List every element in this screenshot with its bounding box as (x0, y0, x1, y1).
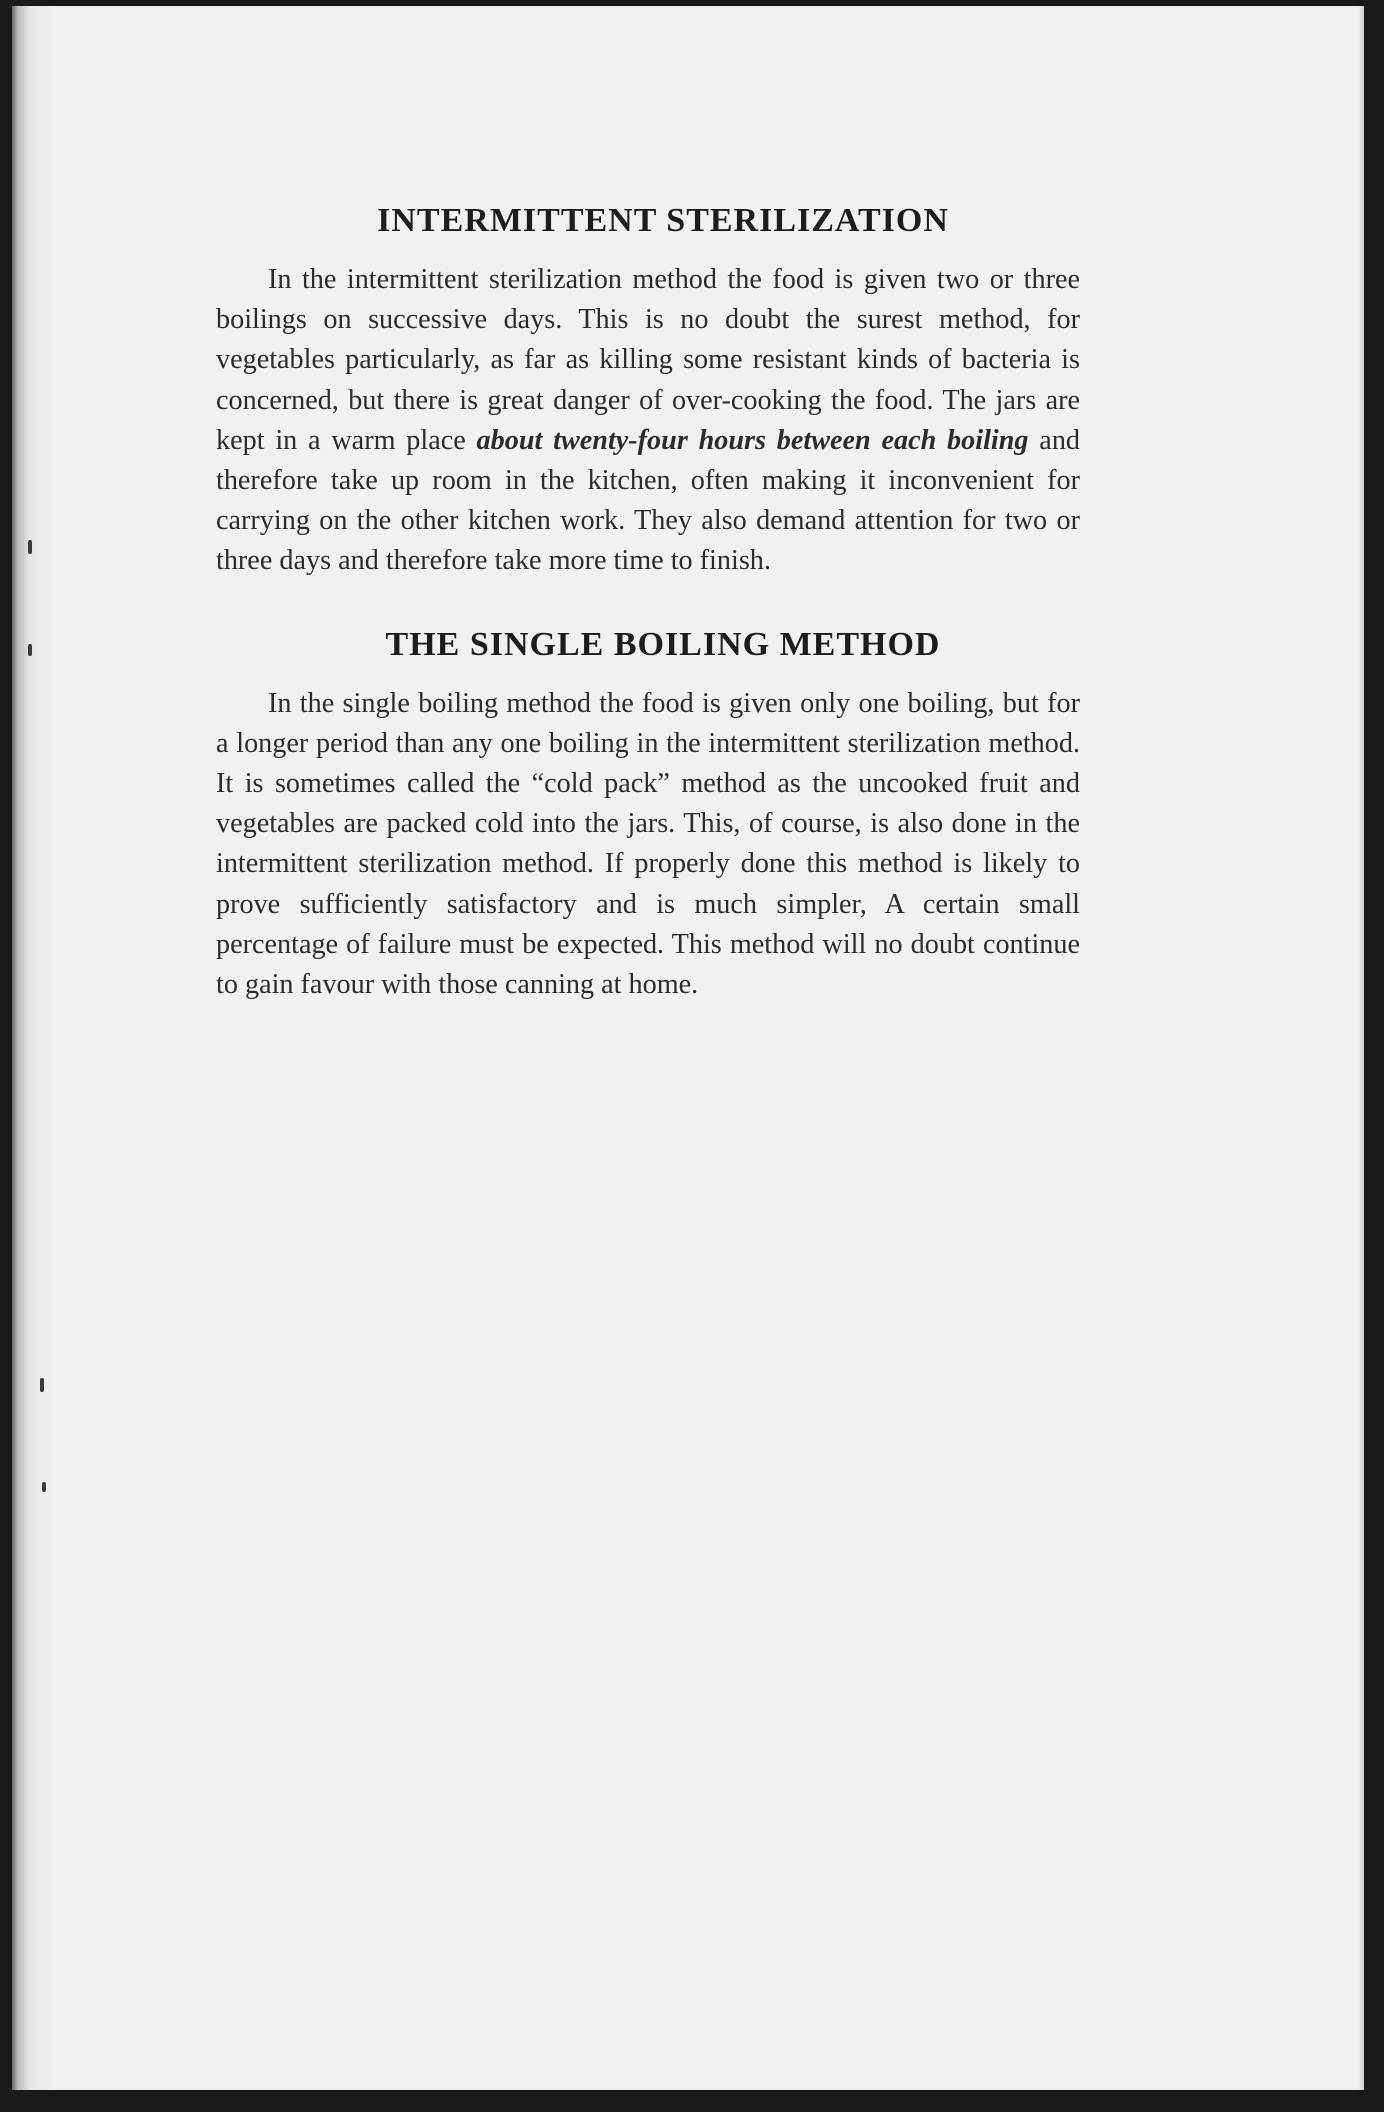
margin-speck (28, 540, 32, 554)
paragraph-text: and therefore take up room in the kitchen, often making it inconvenient for carrying on the other kitchen work. They also demand attention for two or three days and therefore take more time to finish. (216, 424, 1081, 577)
margin-speck (28, 644, 32, 656)
section-heading-single-boiling-method: THE SINGLE BOILING METHOD (385, 625, 941, 663)
emphasized-text: about twenty-four hours between each boiling (476, 424, 1029, 456)
margin-speck (42, 1482, 46, 1492)
margin-speck (40, 1378, 44, 1392)
page-edge-shadow (1358, 6, 1364, 2090)
paragraph-intermittent-sterilization (216, 260, 1080, 582)
paragraph-single-boiling-method: In the single boiling method the food is given only one boiling, but for a longer period than any one boiling in the intermittent sterilization method. It is sometimes called the “cold pack” method as the uncooked fruit and vegetables are packed cold into the jars. This, of course, is also done in the intermittent sterilization method. If properly done this method is likely to prove sufficiently satisfactory and is much simpler, A certain small percentage of failure must be expected. This method will no doubt continue to gain favour with those canning at home. (216, 687, 1080, 1001)
spine-shadow (12, 6, 52, 2090)
book-page (12, 6, 1364, 2090)
paragraph-text: In the intermittent sterilization method the food is given two or three boilings on successive days. This is no doubt the surest method, for vegetables particularly, as far as killing some resistant kinds of bacteria is concerned, but there is great danger of over-cooking the food. The jars are kept in a warm place (216, 264, 1080, 456)
section-heading-intermittent-sterilization: INTERMITTENT STERILIZATION (377, 202, 949, 239)
page-text (216, 202, 1080, 1005)
